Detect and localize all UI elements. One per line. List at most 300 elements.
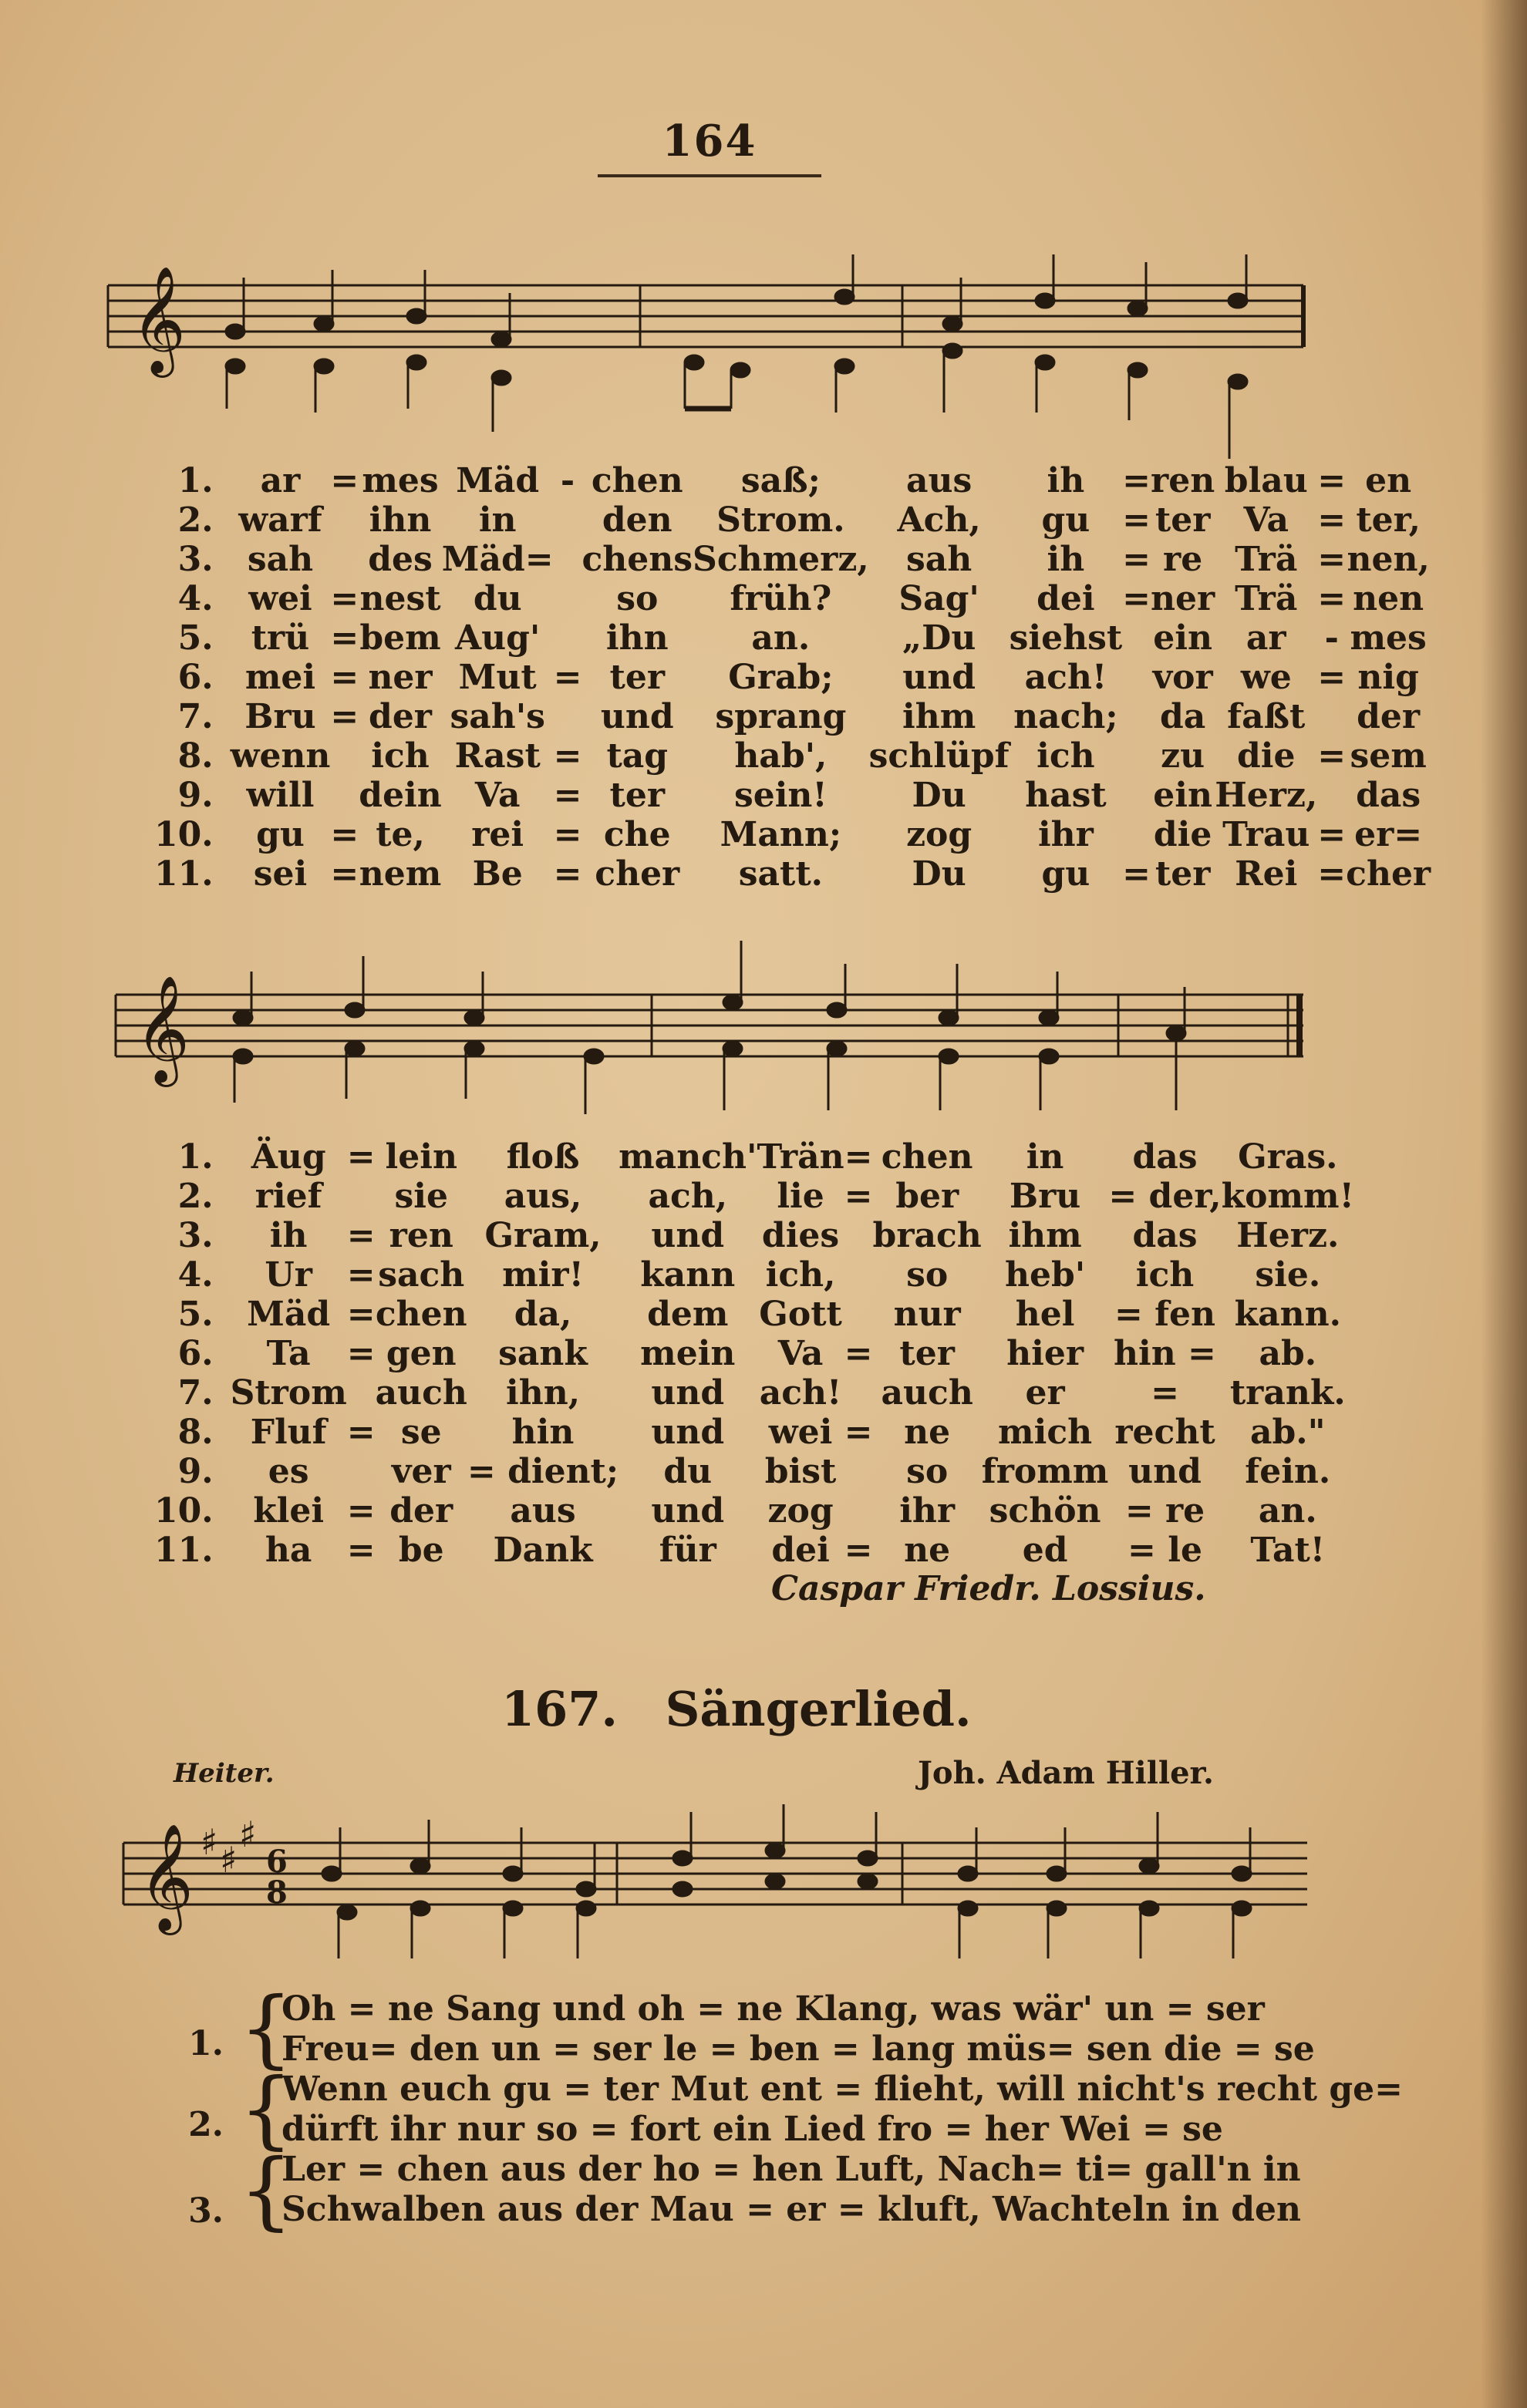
lyric-syllable: Äug [251, 1137, 326, 1177]
lyric-syllable: ar [260, 461, 301, 500]
verse-row [154, 1413, 1354, 1452]
lyric-syllable: du [473, 579, 522, 618]
music-staff-2 [108, 933, 1311, 1133]
verse-number: 2. [177, 1177, 214, 1216]
lyric-syllable: = [330, 658, 359, 697]
lyric-syllable: nur [893, 1295, 961, 1334]
lyric-syllable: bist [764, 1452, 837, 1491]
lyric-syllable: = [346, 1295, 376, 1334]
verse-number: 9. [177, 1452, 214, 1491]
lyric-syllable: ihn [369, 500, 432, 540]
lyric-syllable: Gram, [484, 1216, 602, 1255]
lyric-syllable: = [553, 776, 582, 815]
lyric-syllable: er [1025, 1373, 1065, 1413]
header-rule [598, 174, 821, 177]
lyric-syllable: gu [256, 815, 305, 854]
lyric-syllable: der [389, 1491, 453, 1531]
verse-number: 8. [177, 1413, 214, 1452]
verse-number: 6. [177, 658, 214, 697]
lyric-syllable: rei [471, 815, 524, 854]
lyric-syllable: so [906, 1255, 949, 1295]
lyric-syllable: bem [359, 618, 441, 658]
lyric-syllable: chen [881, 1137, 973, 1177]
lyric-syllable: klei [253, 1491, 325, 1531]
lyric-syllable: = der, [1108, 1177, 1222, 1216]
lyric-syllable: hast [1025, 776, 1107, 815]
lyric-syllable [1122, 736, 1151, 776]
verse-number: 8. [177, 736, 214, 776]
lyric-syllable: ne [904, 1413, 951, 1452]
lyric-syllable: = [844, 1137, 873, 1177]
lyric-syllable: hier [1006, 1334, 1084, 1373]
verse-row [154, 1295, 1354, 1334]
lyric-syllable: Rast [454, 736, 541, 776]
lyric-syllable [554, 697, 582, 736]
lyric-syllable: Strom. [716, 500, 845, 540]
verse-row [154, 658, 1431, 697]
svg-text:𝄞: 𝄞 [135, 975, 190, 1083]
lyric-syllable [1122, 658, 1151, 697]
verse-row [154, 1177, 1354, 1216]
lyric-syllable: mes [1350, 618, 1427, 658]
lyric-syllable: sah [247, 540, 314, 579]
lyric-syllable: siehst [1009, 618, 1123, 658]
verse-row [154, 1334, 1354, 1373]
lyric-syllable: ter [899, 1334, 955, 1373]
lyric-syllable: Gras. [1238, 1137, 1338, 1177]
lyric-syllable: Du [912, 854, 966, 894]
lyric-syllable: ein [1153, 776, 1212, 815]
music-staff-3 [116, 1781, 1319, 1982]
lyric-syllable [1122, 697, 1151, 736]
lyric-syllable [330, 736, 359, 776]
lyric-syllable: = dient; [467, 1452, 619, 1491]
lyric-syllable: cher [595, 854, 680, 894]
lyric-syllable: lie [777, 1177, 824, 1216]
lyric-syllable [1122, 776, 1151, 815]
lyric-syllable: ter [1155, 500, 1211, 540]
lyric-syllable: Mut [458, 658, 537, 697]
lyric-syllable: sem [1350, 736, 1427, 776]
page-number: 164 [662, 116, 757, 167]
verse-brace: { [239, 1979, 293, 2077]
lyric-syllable: Tat! [1250, 1531, 1326, 1570]
lyric-syllable [330, 500, 359, 540]
lyric-syllable [554, 500, 582, 540]
lyric-syllable: te, [376, 815, 425, 854]
verse-number: 11. [154, 1531, 214, 1570]
lyric-syllable: da, [514, 1295, 572, 1334]
lyric-syllable: Bru [244, 697, 316, 736]
lyric-syllable: sein! [733, 776, 828, 815]
lyric-syllable: Mäd [247, 1295, 331, 1334]
lyric-syllable: = [346, 1491, 376, 1531]
lyric-line: Schwalben aus der Mau = er = kluft, Wachteln in den [281, 2190, 1302, 2229]
lyric-syllable: = [1122, 540, 1151, 579]
lyric-line: Ler = chen aus der ho = hen Luft, Nach= ti= gall'n in [281, 2150, 1301, 2189]
lyric-syllable: ver [391, 1452, 451, 1491]
lyric-syllable: ich, [765, 1255, 836, 1295]
lyric-syllable: ich [1135, 1255, 1195, 1295]
lyric-syllable: wei [248, 579, 312, 618]
lyric-syllable: = [346, 1137, 376, 1177]
lyric-syllable: des [368, 540, 433, 579]
lyric-syllable: ich [371, 736, 430, 776]
lyric-syllable [554, 618, 582, 658]
lyric-syllable: = re [1124, 1491, 1205, 1531]
lyric-syllable: ab. [1259, 1334, 1317, 1373]
lyric-syllable: brach [872, 1216, 982, 1255]
lyric-syllable: chen [375, 1295, 467, 1334]
lyric-syllable: = [1151, 1373, 1179, 1413]
lyric-syllable [1317, 776, 1346, 815]
lyric-syllable: aus [905, 461, 972, 500]
lyric-syllable: = [1122, 461, 1151, 500]
lyric-syllable: er= [1354, 815, 1423, 854]
lyric-syllable [844, 1491, 873, 1531]
lyric-syllable: nig [1357, 658, 1419, 697]
lyric-syllable: zog [767, 1491, 834, 1531]
lyric-syllable: und [600, 697, 674, 736]
lyric-syllable [330, 776, 359, 815]
lyric-syllable: = [844, 1177, 873, 1216]
lyric-syllable: sank [498, 1334, 588, 1373]
lyric-syllable: Trä [1235, 540, 1298, 579]
lyric-syllable: trü [251, 618, 310, 658]
lyric-syllable: dei [1037, 579, 1095, 618]
verse-number: 3. [188, 2191, 224, 2231]
lyric-syllable: = [1317, 658, 1347, 697]
lyric-syllable: ih [1047, 461, 1085, 500]
lyric-syllable: Ta [266, 1334, 311, 1373]
lyric-syllable: du [663, 1452, 713, 1491]
lyric-syllable: ih [1047, 540, 1085, 579]
lyric-syllable: = [1317, 500, 1347, 540]
lyric-syllable [554, 540, 582, 579]
verse-row [154, 697, 1431, 736]
lyric-syllable: Ach, [897, 500, 981, 540]
lyric-syllable [347, 1452, 376, 1491]
lyric-syllable: = [844, 1413, 873, 1452]
lyric-syllable: an. [751, 618, 811, 658]
lyric-syllable: faßt [1227, 697, 1306, 736]
lyric-syllable: = [1317, 815, 1347, 854]
lyric-syllable: ter [609, 776, 666, 815]
lyric-syllable: nem [359, 854, 442, 894]
lyric-syllable: blau [1224, 461, 1308, 500]
lyric-syllable: wei [768, 1413, 833, 1452]
lyric-syllable: kann. [1234, 1295, 1341, 1334]
lyric-syllable: ren [389, 1216, 453, 1255]
lyric-syllable [1317, 697, 1346, 736]
lyric-syllable [347, 1373, 376, 1413]
lyric-syllable: auch [881, 1373, 973, 1413]
lyric-syllable: Ur [265, 1255, 312, 1295]
lyric-syllable: in [478, 500, 517, 540]
lyric-syllable: und [651, 1491, 725, 1531]
svg-text:♯: ♯ [220, 1839, 238, 1881]
lyric-syllable: Du [912, 776, 966, 815]
lyric-syllable: aus, [504, 1177, 582, 1216]
lyric-syllable: = [330, 815, 359, 854]
lyric-syllable: sah's [450, 697, 545, 736]
lyric-syllable: = [346, 1413, 376, 1452]
lyric-syllable: = [1317, 579, 1347, 618]
verse-row [154, 1491, 1354, 1531]
lyric-syllable: die [1153, 815, 1212, 854]
lyric-syllable: so [906, 1452, 949, 1491]
lyric-syllable [844, 1295, 873, 1334]
lyric-syllable: schön [989, 1491, 1101, 1531]
lyric-syllable: mir! [502, 1255, 584, 1295]
verse-number: 2. [177, 500, 214, 540]
lyric-syllable: ihn [605, 618, 669, 658]
lyric-syllable: en [1365, 461, 1412, 500]
lyric-line: Wenn euch gu = ter Mut ent = flieht, will nicht's recht ge= [281, 2070, 1404, 2109]
lyric-syllable: aus [510, 1491, 576, 1531]
svg-text:8: 8 [266, 1874, 288, 1911]
verse-number: 7. [177, 1373, 214, 1413]
lyric-syllable [347, 1177, 376, 1216]
lyric-syllable: früh? [730, 579, 832, 618]
lyric-syllable: ed [1022, 1531, 1068, 1570]
lyric-syllable: sprang [715, 697, 847, 736]
lyric-syllable: dei [771, 1531, 830, 1570]
lyric-syllable: = [346, 1216, 376, 1255]
lyric-syllable: Be [472, 854, 523, 894]
svg-text:♯: ♯ [201, 1821, 218, 1863]
lyric-syllable: an. [1258, 1491, 1317, 1531]
lyric-line: dürft ihr nur so = fort ein Lied fro = her Wei = se [281, 2110, 1223, 2149]
verse-number: 3. [177, 1216, 214, 1255]
tempo-marking: Heiter. [174, 1758, 275, 1789]
verse-row [154, 815, 1431, 854]
lyric-syllable: mein [640, 1334, 736, 1373]
verse-row [154, 1452, 1354, 1491]
svg-text:𝄞: 𝄞 [139, 1824, 194, 1931]
verse-brace: { [239, 2140, 293, 2239]
lyric-syllable: den [602, 500, 672, 540]
verse-number: 1. [177, 1137, 214, 1177]
lyric-syllable: nen, [1347, 540, 1430, 579]
lyric-syllable: nest [359, 579, 441, 618]
verse-row [154, 1137, 1354, 1177]
lyric-syllable: lein [385, 1137, 457, 1177]
lyric-syllable: nen [1353, 579, 1424, 618]
lyric-syllable: das [1132, 1216, 1198, 1255]
lyric-syllable: so [616, 579, 659, 618]
lyric-syllable: der [1357, 697, 1421, 736]
lyric-syllable [844, 1216, 873, 1255]
verse-brace: { [239, 2059, 293, 2158]
verse-number: 9. [177, 776, 214, 815]
verse-number: 4. [177, 579, 214, 618]
lyric-syllable: schlüpf [868, 736, 1010, 776]
lyric-syllable: gu [1041, 500, 1090, 540]
lyric-syllable: Dank [493, 1531, 593, 1570]
page-edge-shadow [1481, 0, 1527, 2408]
lyric-syllable: - [1324, 618, 1339, 658]
lyric-syllable: = [1122, 854, 1151, 894]
lyric-syllable: ach, [648, 1177, 728, 1216]
verse-number: 6. [177, 1334, 214, 1373]
lyric-syllable: Bru [1009, 1177, 1081, 1216]
lyric-syllable: rief [254, 1177, 322, 1216]
lyric-syllable: = [346, 1334, 376, 1373]
verse-row [154, 854, 1431, 894]
lyric-line: Oh = ne Sang und oh = ne Klang, was wär' un = ser [281, 1989, 1265, 2029]
lyric-syllable: recht [1114, 1413, 1215, 1452]
lyric-syllable: = [330, 461, 359, 500]
lyric-syllable: Va [777, 1334, 824, 1373]
lyric-syllable: Aug' [455, 618, 541, 658]
lyric-syllable: mes [362, 461, 439, 500]
verse-number: 2. [188, 2105, 224, 2144]
lyric-syllable: saß; [740, 461, 821, 500]
lyric-syllable: mei [244, 658, 316, 697]
lyric-syllable [844, 1373, 873, 1413]
lyric-syllable: sei [253, 854, 308, 894]
song-title-text: Sängerlied. [665, 1681, 972, 1737]
lyric-syllable: Va [1243, 500, 1289, 540]
lyric-syllable [330, 540, 359, 579]
lyric-syllable: ha [265, 1531, 312, 1570]
lyric-syllable: und [1128, 1452, 1202, 1491]
verse-row [154, 461, 1431, 500]
verse-number: 7. [177, 697, 214, 736]
svg-text:♯: ♯ [239, 1814, 257, 1855]
lyric-syllable: ih [269, 1216, 308, 1255]
composer-credit: Joh. Adam Hiller. [918, 1755, 1214, 1791]
lyric-syllable: = [330, 579, 359, 618]
lyric-syllable: ab." [1249, 1413, 1326, 1452]
lyric-syllable: = [1317, 854, 1347, 894]
lyric-syllable: Mäd [456, 461, 540, 500]
verse-number: 5. [177, 1295, 214, 1334]
lyric-syllable: in [1026, 1137, 1064, 1177]
verse-row [154, 1373, 1354, 1413]
lyric-syllable: = [844, 1531, 873, 1570]
lyric-syllable: das [1132, 1137, 1198, 1177]
lyric-syllable: Trä [1235, 579, 1298, 618]
verse-number: 10. [154, 1491, 214, 1531]
lyric-syllable: mich [998, 1413, 1093, 1452]
lyric-syllable: und [651, 1373, 725, 1413]
lyric-syllable: die [1237, 736, 1296, 776]
verse-table-1 [154, 461, 1431, 894]
verse-row [154, 579, 1431, 618]
lyric-syllable: ich [1037, 736, 1095, 776]
lyric-syllable: = [1317, 540, 1347, 579]
lyric-syllable: und [651, 1216, 725, 1255]
lyric-syllable: = [1317, 461, 1347, 500]
lyric-syllable: = fen [1114, 1295, 1216, 1334]
lyric-syllable: Trau [1222, 815, 1310, 854]
lyric-syllable: manch' [619, 1137, 757, 1177]
lyric-syllable: = [553, 658, 582, 697]
verse-row [154, 1216, 1354, 1255]
lyric-syllable: gu [1041, 854, 1090, 894]
verse-row [154, 618, 1431, 658]
lyric-syllable: ach! [1024, 658, 1107, 697]
lyric-syllable: ter [609, 658, 666, 697]
lyric-syllable: Va [474, 776, 521, 815]
lyric-syllable: auch [375, 1373, 467, 1413]
lyric-syllable: dein [359, 776, 442, 815]
lyric-syllable: für [659, 1531, 716, 1570]
lyric-syllable: floß [506, 1137, 580, 1177]
lyric-syllable: wenn [230, 736, 331, 776]
verse-number: 1. [177, 461, 214, 500]
lyric-syllable: will [246, 776, 315, 815]
lyric-syllable: ihr [899, 1491, 956, 1531]
lyric-syllable: sach [378, 1255, 465, 1295]
lyric-syllable: ter, [1356, 500, 1421, 540]
lyric-syllable: ein [1153, 618, 1212, 658]
lyric-syllable: Herz. [1236, 1216, 1340, 1255]
lyric-syllable: Grab; [728, 658, 834, 697]
lyric-syllable: heb' [1004, 1255, 1086, 1295]
verse-row [154, 1531, 1354, 1570]
lyric-syllable: dem [647, 1295, 729, 1334]
lyric-syllable: cher [1346, 854, 1431, 894]
verse-number: 5. [177, 618, 214, 658]
lyric-syllable: und [902, 658, 976, 697]
lyric-syllable [554, 579, 582, 618]
lyric-syllable: es [268, 1452, 309, 1491]
song-number: 167. [501, 1681, 619, 1737]
lyric-syllable: zu [1161, 736, 1205, 776]
lyric-syllable: = [553, 854, 582, 894]
lyric-syllable: ihm [902, 697, 976, 736]
lyric-syllable [844, 1452, 873, 1491]
svg-text:6: 6 [266, 1844, 288, 1880]
song-title [501, 1681, 972, 1737]
lyric-syllable: ihn, [506, 1373, 581, 1413]
lyric-syllable: sah [905, 540, 972, 579]
lyric-syllable: Strom [230, 1373, 347, 1413]
lyric-syllable: Mann; [720, 815, 842, 854]
lyric-syllable: da [1159, 697, 1206, 736]
verse-row [154, 500, 1431, 540]
lyric-line: Freu= den un = ser le = ben = lang müs= sen die = se [281, 2029, 1315, 2069]
lyric-syllable [1122, 815, 1151, 854]
lyric-syllable: ner [368, 658, 433, 697]
lyric-syllable: sie [394, 1177, 448, 1216]
verse-row [154, 540, 1431, 579]
lyric-syllable: „Du [902, 618, 976, 658]
verse-row [154, 1255, 1354, 1295]
lyric-syllable: kann [640, 1255, 736, 1295]
lyric-syllable: = [330, 697, 359, 736]
lyric-syllable [844, 1255, 873, 1295]
lyric-syllable: vor [1152, 658, 1213, 697]
lyric-syllable: ner [1151, 579, 1215, 618]
lyric-syllable: Rei [1235, 854, 1298, 894]
lyric-syllable: = [346, 1531, 376, 1570]
verse-table-2 [154, 1137, 1354, 1570]
lyric-syllable: ach! [759, 1373, 842, 1413]
lyric-syllable: hin [511, 1413, 575, 1452]
lyric-syllable: ter [1155, 854, 1211, 894]
lyric-syllable: und [651, 1413, 725, 1452]
lyric-syllable: hel [1015, 1295, 1075, 1334]
lyric-syllable: = [330, 618, 359, 658]
lyricist-attribution: Caspar Friedr. Lossius. [771, 1569, 1206, 1608]
lyric-syllable: tag [606, 736, 669, 776]
music-staff-1 [100, 254, 1311, 478]
verse-row [154, 776, 1431, 815]
